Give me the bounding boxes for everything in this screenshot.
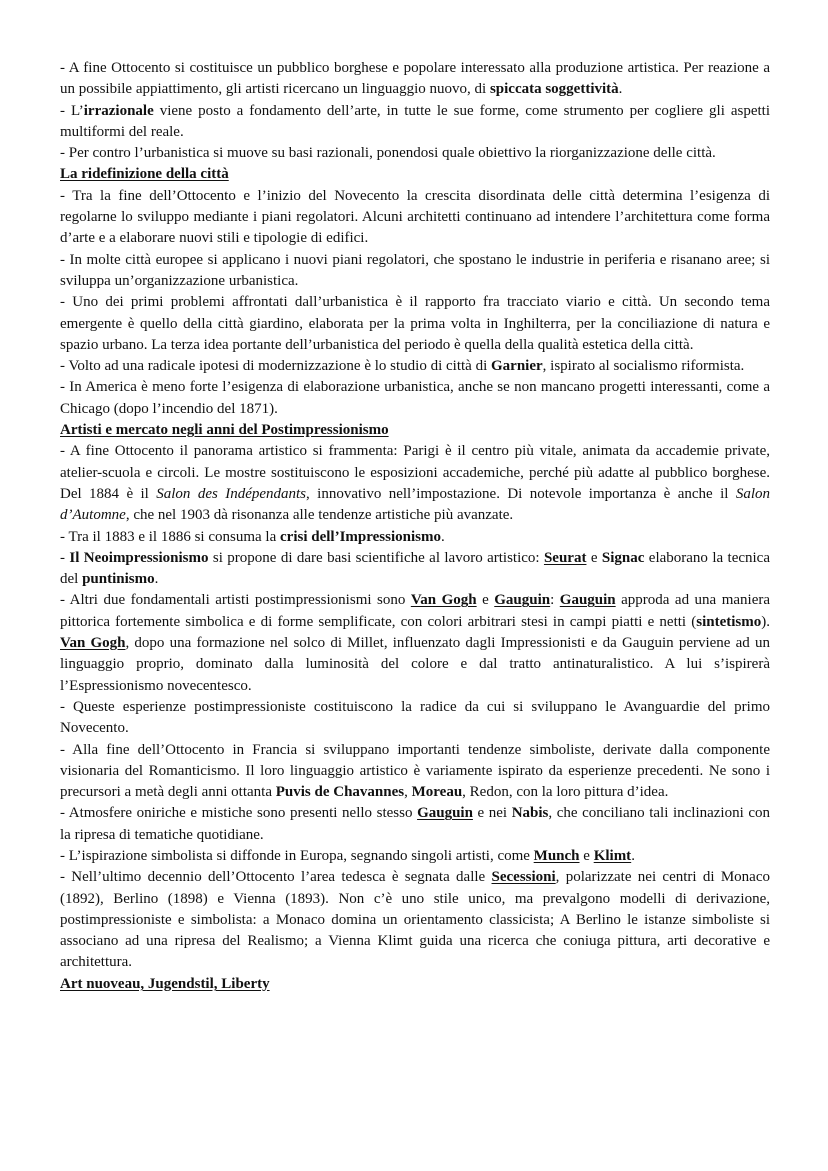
paragraph: - Nell’ultimo decennio dell’Ottocento l’area tedesca è segnata dalle Secessioni, polarizzate nei centri di Monaco (1892), Berlino (1898) e Vienna (1893). Non c’è uno stile unico, ma prevalgono modelli di derivazione, postimpressioniste e simbolista: a Monaco domina un orientamento classicista; A Berlino le istanze simboliste si associano ad una ripresa del Realismo; a Vienna Klimt guida una ricerca che coniuga pittura, arti decorative e architettura. xyxy=(60,869,770,971)
bold-term: Moreau xyxy=(411,784,463,801)
paragraph: - Tra il 1883 e il 1886 si consuma la crisi dell’Impressionismo. xyxy=(60,528,445,545)
section-heading: La ridefinizione della città xyxy=(60,166,229,183)
paragraph: - Per contro l’urbanistica si muove su basi razionali, ponendosi quale obiettivo la riorganizzazione delle città. xyxy=(60,145,716,162)
paragraph: - Tra la fine dell’Ottocento e l’inizio del Novecento la crescita disordinata delle città determina l’esigenza di regolarne lo sviluppo mediante i piani regolatori. Alcuni architetti continuano ad intendere l’architettura come forma d’arte e a elaborare nuovi stili e tipologie di edifici. xyxy=(60,187,770,247)
paragraph: - Il Neoimpressionismo si propone di dare basi scientifiche al lavoro artistico: Seurat e Signac elaborano la tecnica del puntinismo. xyxy=(60,549,770,588)
section-heading: Art nuoveau, Jugendstil, Liberty xyxy=(60,975,270,992)
bold-term: spiccata soggettività xyxy=(489,81,619,98)
paragraph: - In America è meno forte l’esigenza di elaborazione urbanistica, anche se non mancano progetti interessanti, come a Chicago (dopo l’incendio del 1871). xyxy=(60,379,770,417)
paragraph: - L’ispirazione simbolista si diffonde in Europa, segnando singoli artisti, come Munch e Klimt. xyxy=(60,847,635,864)
artist-name: Klimt xyxy=(593,847,632,864)
paragraph: - Atmosfere oniriche e mistiche sono presenti nello stesso Gauguin e nei Nabis, che conciliano tali inclinazioni con la ripresa di tematiche quotidiane. xyxy=(60,805,771,843)
paragraph: - A fine Ottocento il panorama artistico si frammenta: Parigi è il centro più vitale, animata da accademie private, atelier-scuola e circoli. Le mostre sostituiscono le esposizioni accademiche, perché più adatte al pubblico borghese. Del 1884 è il Salon des Indépendants, innovativo nell’impostazione. Di notevole importanza è anche il Salon d’Automne, che nel 1903 dà risonanza alle tendenze artistiche più avanzate. xyxy=(60,443,770,524)
bold-term: Il Neoimpressionismo xyxy=(69,549,209,566)
artist-name: Gauguin xyxy=(494,592,551,609)
bold-term: Nabis xyxy=(511,805,549,822)
italic-title: Salon d’Automne xyxy=(60,485,770,524)
bold-term: Garnier xyxy=(491,358,543,375)
bold-term: irrazionale xyxy=(83,102,154,119)
bold-term: Signac xyxy=(601,549,645,566)
paragraph: - L’irrazionale viene posto a fondamento dell’arte, in tutte le sue forme, come strumento per cogliere gli aspetti multiformi del reale. xyxy=(60,102,770,140)
movement-name: Secessioni xyxy=(491,869,556,886)
paragraph: - Altri due fondamentali artisti postimpressionismi sono Van Gogh e Gauguin: Gauguin approda ad una maniera pittorica fortemente simbolica e di forme semplificate, con colori arbitrari stesi in campi piatti e netti (sintetismo). Van Gogh, dopo una formazione nel solco di Millet, influenzato dagli Impressionisti e da Gauguin perviene ad un linguaggio proprio, dominato dalla luminosità del colore e dal tratto antinaturalistico. A lui s’ispirerà l’Espressionismo novecentesco. xyxy=(60,592,771,694)
artist-name: Gauguin xyxy=(559,592,616,609)
paragraph: - In molte città europee si applicano i nuovi piani regolatori, che spostano le industrie in periferia e risanano aree; si sviluppa un’organizzazione urbanistica. xyxy=(60,251,770,289)
italic-title: Salon des Indépendants xyxy=(156,485,307,502)
paragraph: - Uno dei primi problemi affrontati dall’urbanistica è il rapporto fra tracciato viario e città. Un secondo tema emergente è quello della città giardino, elaborata per la prima volta in Inghilterra, per la conciliazione di natura e spazio urbano. La terza idea portante dell’urbanistica del periodo è quella della qualità estetica della città. xyxy=(60,294,770,353)
paragraph: - Alla fine dell’Ottocento in Francia si sviluppano importanti tendenze simboliste, derivate dalla componente visionaria del Romanticismo. Il loro linguaggio artistico è variamente ispirato da esperienze precedenti. Ne sono i precursori a metà degli anni ottanta Puvis de Chavannes, Moreau, Redon, con la loro pittura d’idea. xyxy=(60,741,770,801)
paragraph: - Volto ad una radicale ipotesi di modernizzazione è lo studio di città di Garnier, ispirato al socialismo riformista. xyxy=(60,358,745,375)
artist-name: Gauguin xyxy=(417,805,473,822)
bold-term: crisi dell’Impressionismo xyxy=(280,528,441,545)
bold-term: puntinismo xyxy=(82,571,155,588)
paragraph: - Queste esperienze postimpressioniste costituiscono la radice da cui si sviluppano le Avanguardie del primo Novecento. xyxy=(60,698,770,737)
bold-term: sintetismo xyxy=(696,613,762,630)
artist-name: Munch xyxy=(533,847,580,864)
artist-name: Van Gogh xyxy=(410,592,477,609)
paragraph: - A fine Ottocento si costituisce un pubblico borghese e popolare interessato alla produzione artistica. Per reazione a un possibile appiattimento, gli artisti ricercano un linguaggio nuovo, di spiccata soggettività. xyxy=(60,60,770,98)
artist-name: Van Gogh xyxy=(60,635,126,652)
section-heading: Artisti e mercato negli anni del Postimpressionismo xyxy=(60,422,389,439)
artist-name: Seurat xyxy=(543,549,587,566)
bold-term: Puvis de Chavannes xyxy=(275,784,405,801)
